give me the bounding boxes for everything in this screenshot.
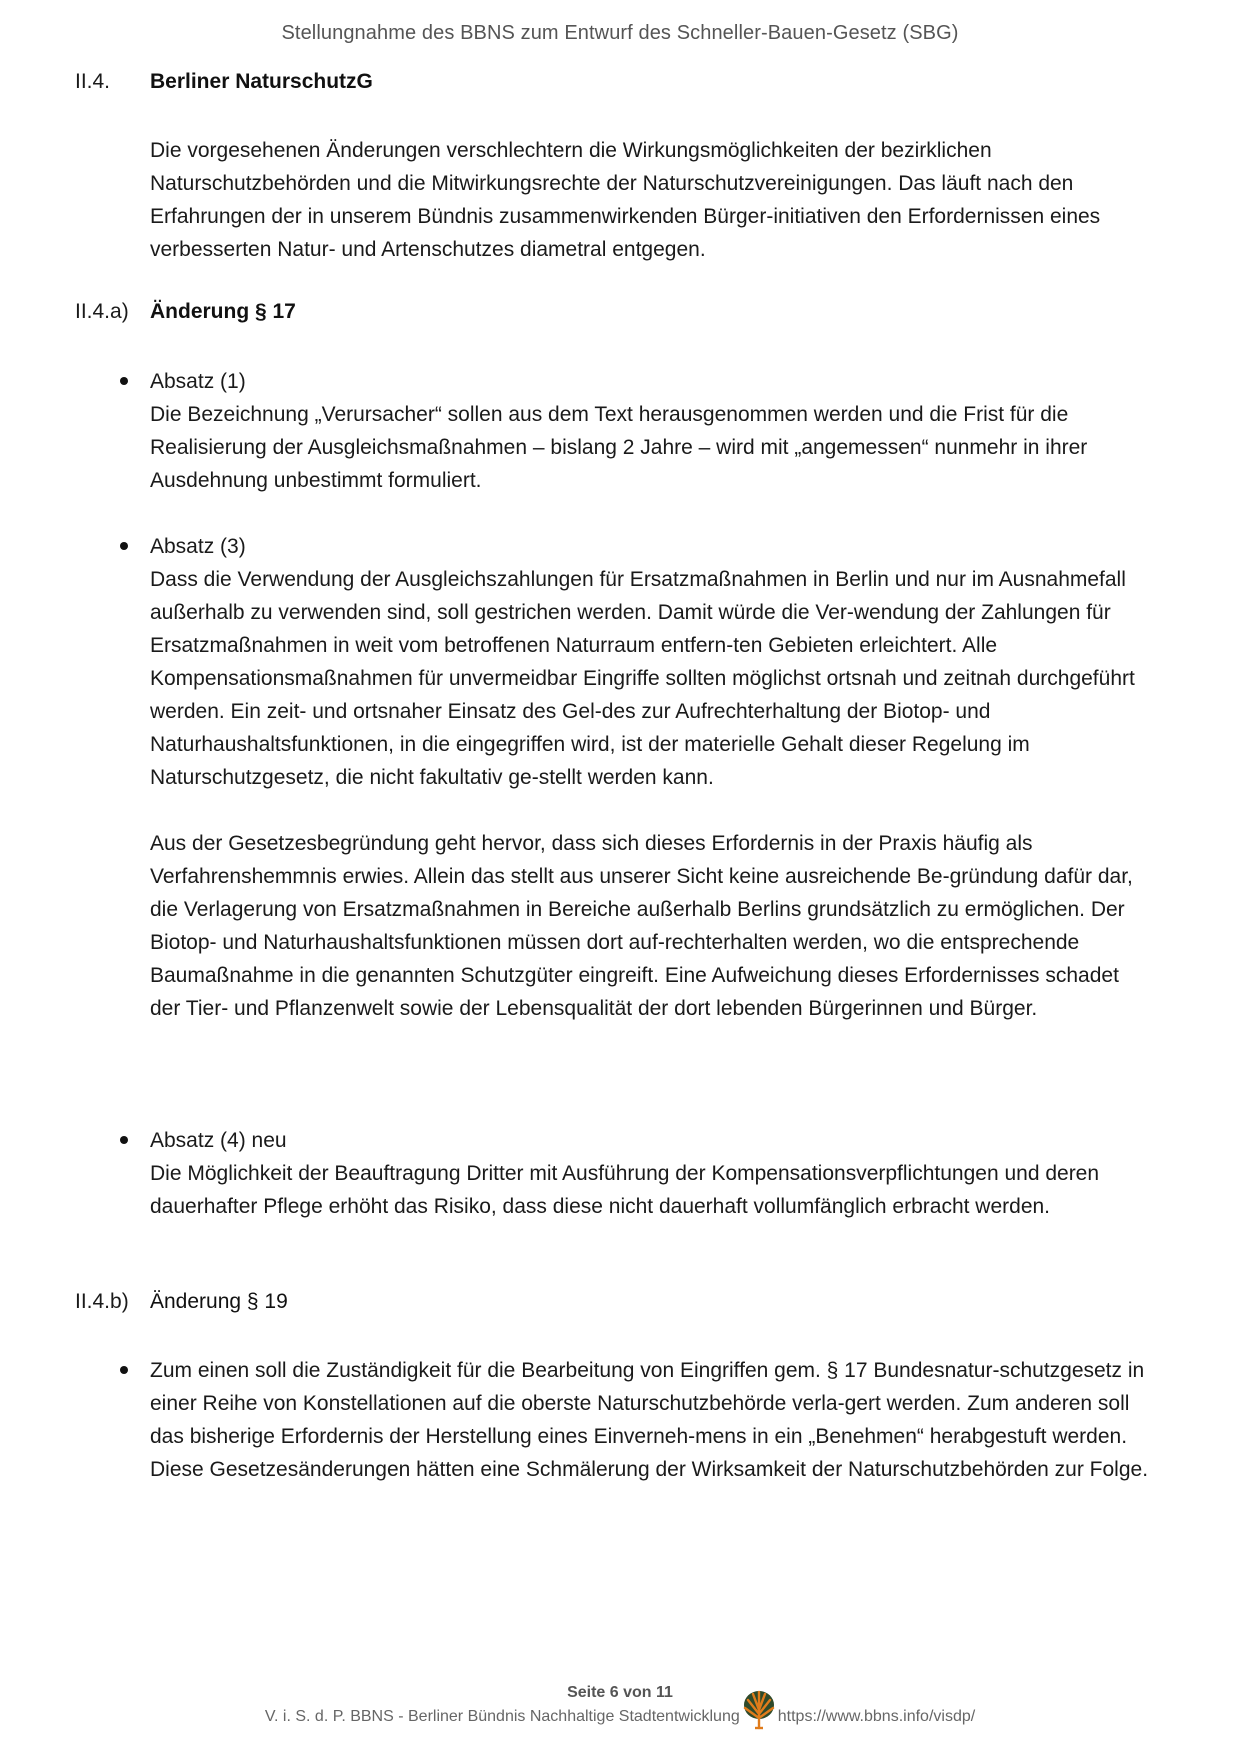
page-number: Seite 6 von 11: [567, 1684, 673, 1701]
item-text: Zum einen soll die Zuständigkeit für die Bearbeitung von Eingriffen gem. § 17 Bundesnatur-schutzgesetz in einer Reihe von Konstellationen auf die oberste Naturschutzbehörde verla-gert werden. Zum anderen soll das bisherige Erfordernis der Herstellung eines Einverneh-mens in ein „Benehmen“ herabgestuft werden. Diese Gesetzesänderungen hätten eine Schmälerung der Wirksamkeit der Naturschutzbehörden zur Folge.: [150, 1359, 1149, 1481]
subsection-number: II.4.a): [75, 300, 129, 323]
bullet-icon: [120, 1136, 128, 1144]
section-number: II.4.: [75, 70, 111, 93]
imprint-line: [265, 1704, 975, 1730]
list-item: [120, 1354, 1150, 1486]
item-text: Die Möglichkeit der Beauftragung Dritter mit Ausführung der Kompensationsverpflichtungen und deren dauerhafter Pflege erhöht das Risiko, dass diese nicht dauerhaft vollumfänglich erbracht werden.: [150, 1162, 1100, 1218]
item-text: Dass die Verwendung der Ausgleichszahlungen für Ersatzmaßnahmen in Berlin und nur im Ausnahmefall außerhalb zu verwenden sind, soll gestrichen werden. Damit würde die Ver-wendung der Zahlungen für Ersatzmaßnahmen in weit vom betroffenen Naturraum entfern-ten Gebieten erleichtert. Alle Kompensationsmaßnahmen für unvermeidbar Eingriffe sollten möglichst ortsnah und zeitnah durchgeführt werden. Ein zeit- und ortsnaher Einsatz des Gel-des zur Aufrechterhaltung der Biotop- und Naturhaushaltsfunktionen, in die eingegriffen wird, ist der materielle Gehalt dieser Regelung im Naturschutzgesetz, die nicht fakultativ ge-stellt werden kann.: [150, 568, 1135, 789]
running-header: Stellungnahme des BBNS zum Entwurf des Schneller-Bauen-Gesetz (SBG): [281, 22, 959, 44]
section-intro: Die vorgesehenen Änderungen verschlechtern die Wirkungsmöglichkeiten der bezirklichen Naturschutzbehörden und die Mitwirkungsrechte der Naturschutzvereinigungen. Das läuft nach den Erfahrungen der in unserem Bündnis zusammenwirkenden Bürger-initiativen den Erfordernissen eines verbesserten Natur- und Artenschutzes diametral entgegen.: [150, 139, 1101, 261]
tree-logo-icon: [742, 1690, 776, 1730]
bullet-icon: [120, 377, 128, 385]
list-item: [120, 530, 1150, 1025]
list-item: [120, 1124, 1150, 1223]
imprint-text: V. i. S. d. P. BBNS - Berliner Bündnis Nachhaltige Stadtentwicklung: [264, 1708, 740, 1725]
subsection-title: Änderung § 17: [150, 300, 296, 323]
item-heading: Absatz (3): [150, 535, 246, 558]
bullet-icon: [120, 1366, 128, 1374]
subsection-number: II.4.b): [75, 1290, 129, 1313]
imprint-link[interactable]: https://www.bbns.info/visdp/: [777, 1708, 976, 1725]
list-item: [120, 365, 1150, 497]
item-heading: Absatz (1): [150, 370, 246, 393]
section-title: Berliner NaturschutzG: [150, 70, 373, 93]
item-text: Die Bezeichnung „Verursacher“ sollen aus dem Text herausgenommen werden und die Frist für die Realisierung der Ausgleichsmaßnahmen – bislang 2 Jahre – wird mit „angemessen“ nunmehr in ihrer Ausdehnung unbestimmt formuliert.: [150, 403, 1088, 492]
bullet-icon: [120, 542, 128, 550]
item-text: Aus der Gesetzesbegründung geht hervor, dass sich dieses Erfordernis in der Praxis häufig als Verfahrenshemmnis erwies. Allein das stellt aus unserer Sicht keine ausreichende Be-gründung dafür dar, die Verlagerung von Ersatzmaßnahmen in Bereiche außerhalb Berlins grundsätzlich zu ermöglichen. Der Biotop- und Naturhaushaltsfunktionen müssen dort auf-rechterhalten werden, wo die entsprechende Baumaßnahme in die genannten Schutzgüter eingreift. Eine Aufweichung dieses Erfordernisses schadet der Tier- und Pflanzenwelt sowie der Lebensqualität der dort lebenden Bürgerinnen und Bürger.: [150, 832, 1133, 1020]
item-heading: Absatz (4) neu: [150, 1129, 287, 1152]
page-footer: [0, 1682, 1240, 1730]
subsection-title: Änderung § 19: [150, 1290, 288, 1313]
